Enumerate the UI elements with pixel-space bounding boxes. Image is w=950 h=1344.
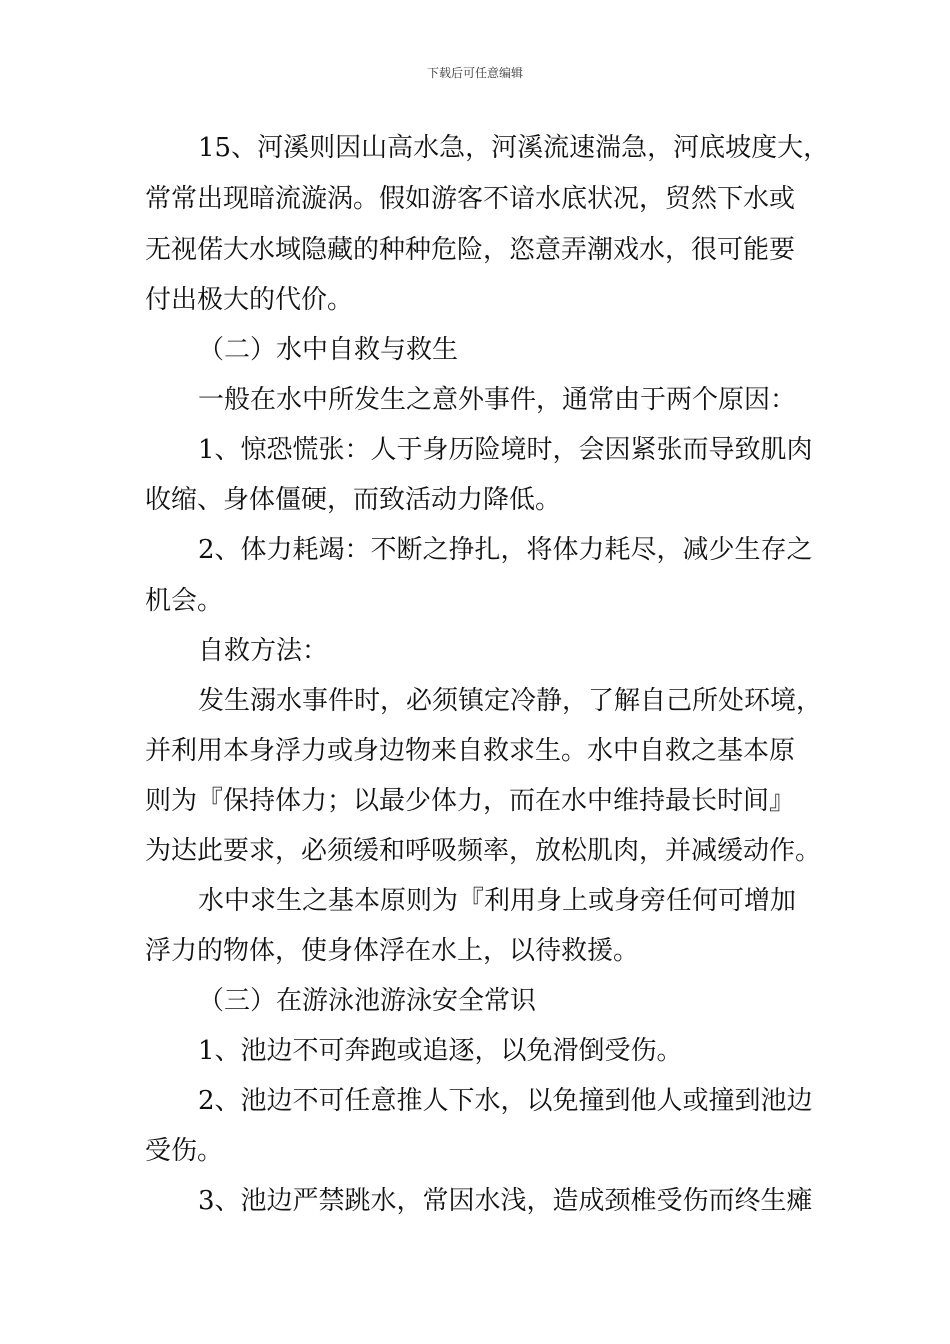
text-line: 发生溺水事件时，必须镇定冷静，了解自己所处环境，: [198, 686, 823, 716]
text-line: 收缩、身体僵硬，而致活动力降低。: [145, 485, 562, 515]
text-line: 1、池边不可奔跑或追逐，以免滑倒受伤。: [198, 1036, 683, 1066]
text-line: 并利用本身浮力或身边物来自救求生。水中自救之基本原: [145, 736, 796, 766]
text-line: 浮力的物体，使身体浮在水上，以待救援。: [145, 936, 640, 966]
text-line: 常常出现暗流漩涡。假如游客不谙水底状况，贸然下水或: [145, 184, 796, 214]
text-line: 无视偌大水域隐藏的种种危险，恣意弄潮戏水，很可能要: [145, 235, 796, 265]
section-heading: （三）在游泳池游泳安全常识: [198, 986, 537, 1016]
text-line: 2、池边不可任意推人下水，以免撞到他人或撞到池边: [198, 1086, 813, 1116]
page-header: 下载后可任意编辑: [426, 66, 523, 80]
text-line: 则为『保持体力；以最少体力，而在水中维持最长时间』: [145, 786, 796, 816]
text-line: 水中求生之基本原则为『利用身上或身旁任何可增加: [198, 886, 797, 916]
text-line: 为达此要求，必须缓和呼吸频率，放松肌肉，并减缓动作。: [145, 836, 822, 866]
text-line: 一般在水中所发生之意外事件，通常由于两个原因：: [198, 385, 797, 415]
section-heading: （二）水中自救与救生: [198, 335, 459, 365]
text-line: 15、河溪则因山高水急，河溪流速湍急，河底坡度大，: [198, 133, 830, 163]
text-line: 自救方法：: [198, 636, 329, 666]
text-line: 1、惊恐慌张：人于身历险境时，会因紧张而导致肌肉: [198, 435, 813, 465]
text-line: 受伤。: [145, 1136, 224, 1166]
text-line: 机会。: [145, 586, 224, 616]
text-line: 付出极大的代价。: [145, 285, 354, 315]
text-line: 2、体力耗竭：不断之挣扎，将体力耗尽，减少生存之: [198, 535, 813, 565]
text-line: 3、池边严禁跳水，常因水浅，造成颈椎受伤而终生瘫: [198, 1186, 813, 1216]
